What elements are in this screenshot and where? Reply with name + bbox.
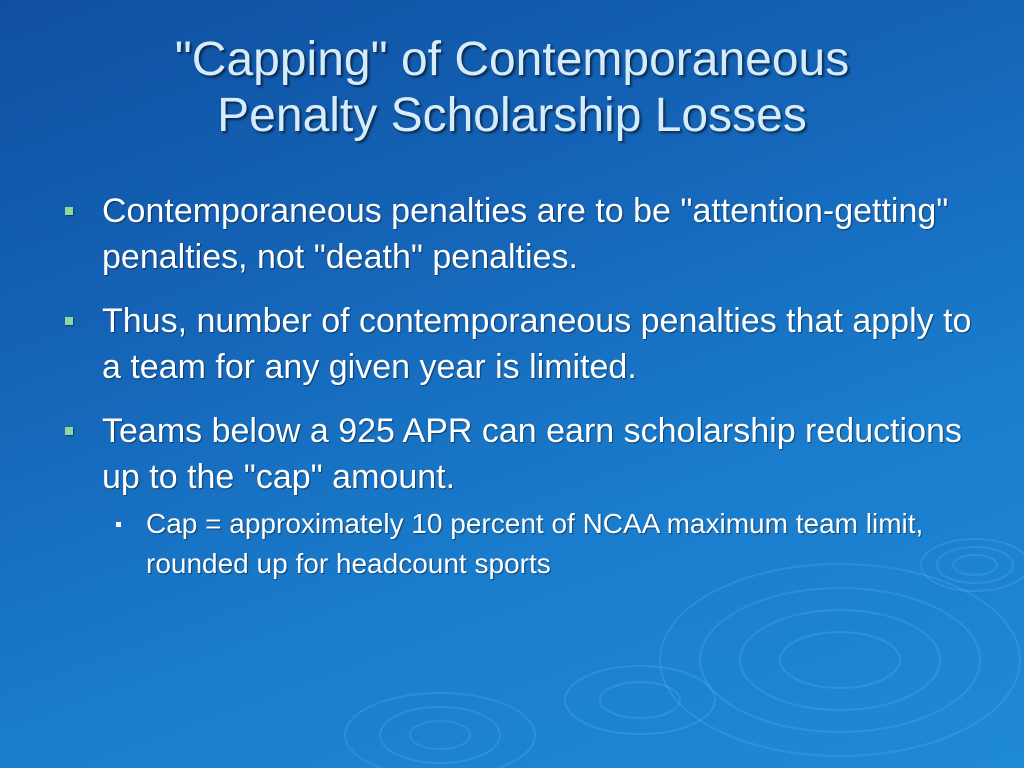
square-bullet-icon xyxy=(65,207,73,215)
square-bullet-icon xyxy=(65,317,73,325)
bullet-text: Thus, number of contemporaneous penalties that apply to a team for any given year is limited. xyxy=(102,302,972,386)
square-bullet-icon xyxy=(65,427,73,435)
sub-bullet-item xyxy=(102,504,984,584)
slide-title xyxy=(40,32,984,144)
slide-title-line-2: Penalty Scholarship Losses xyxy=(217,89,807,142)
slide-title-line-1: "Capping" of Contemporaneous xyxy=(174,33,850,86)
sub-bullet-text: Cap = approximately 10 percent of NCAA maximum team limit, rounded up for headcount sports xyxy=(146,508,924,579)
bullet-text: Contemporaneous penalties are to be "attention-getting" penalties, not "death" penalties. xyxy=(102,192,949,276)
bullet-item xyxy=(0,298,1024,390)
bullet-item xyxy=(0,408,1024,584)
bullet-list xyxy=(0,188,1024,602)
small-square-bullet-icon xyxy=(116,522,121,527)
bullet-item xyxy=(0,188,1024,280)
bullet-text: Teams below a 925 APR can earn scholarship reductions up to the "cap" amount. xyxy=(102,412,962,496)
